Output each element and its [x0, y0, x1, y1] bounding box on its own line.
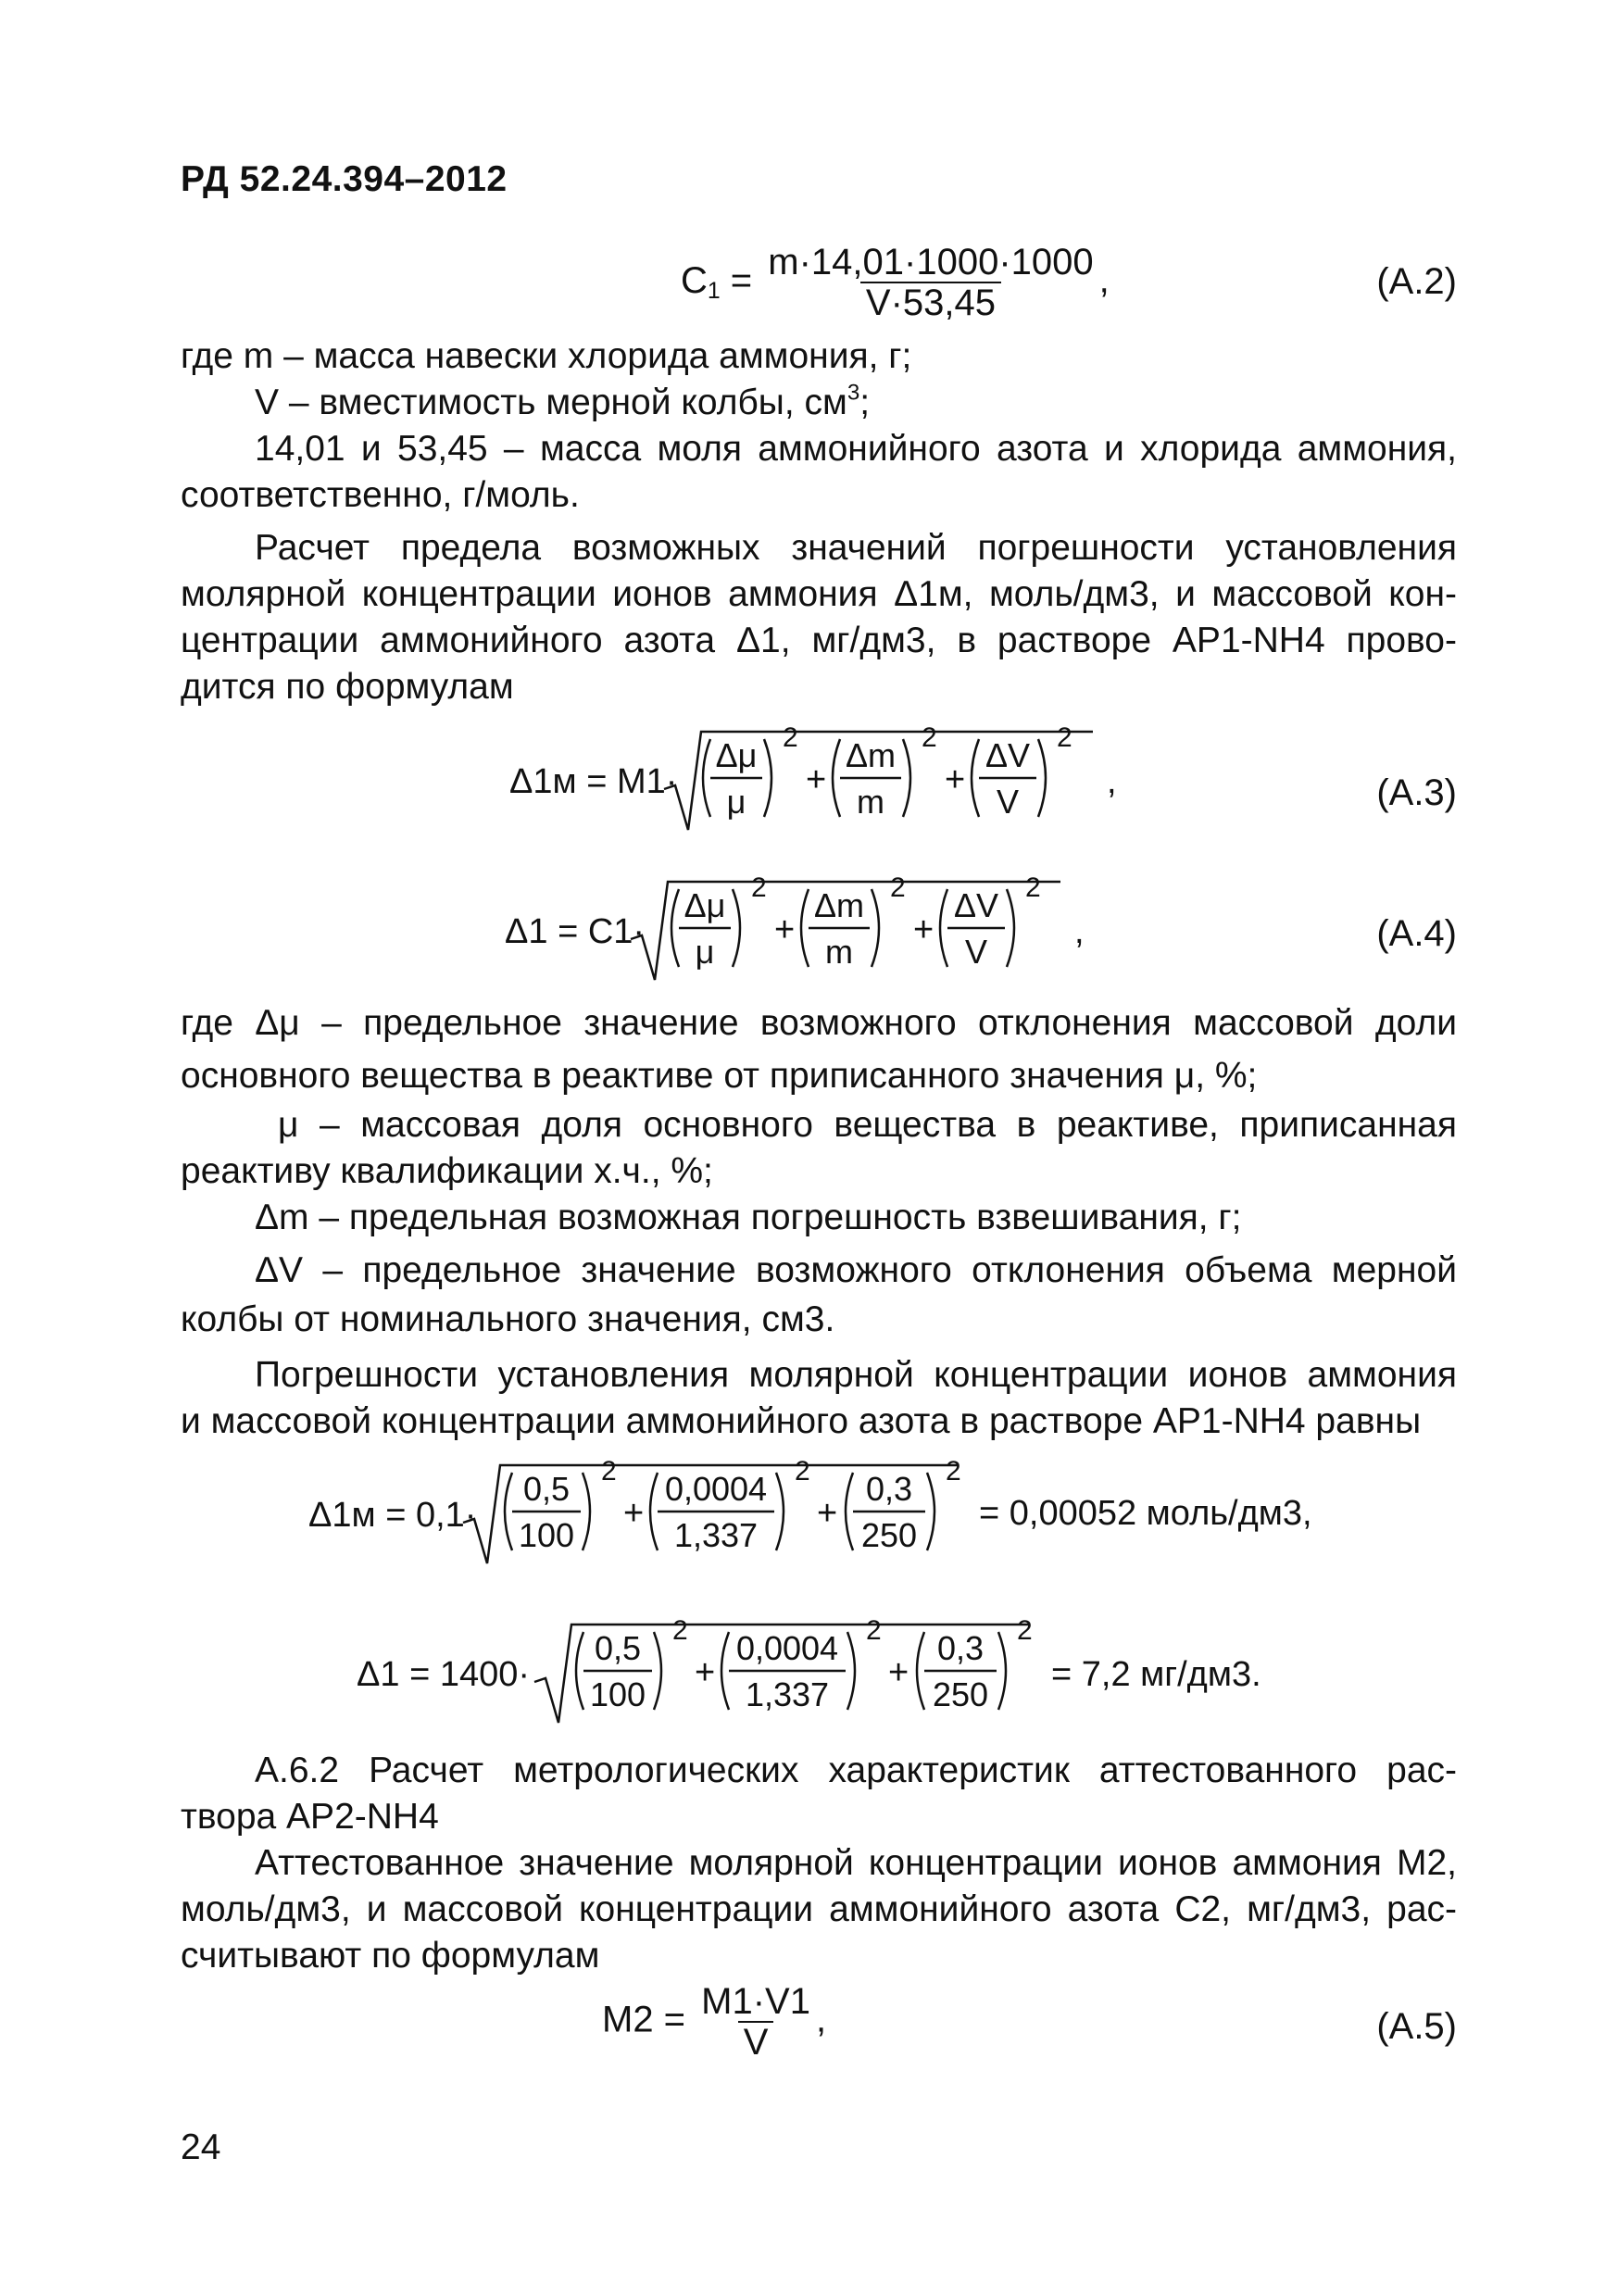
eq-num1-graphic	[181, 1445, 1457, 1575]
plus-sign: +	[888, 1653, 909, 1692]
plus-sign: +	[623, 1494, 645, 1533]
eq-num2-frac2-num: 0,0004	[735, 1629, 839, 1667]
eq-a5-numerator: M1·V1	[701, 1981, 810, 2022]
paragraph-line: и массовой концентрации аммонийного азота в растворе АР1-NH4 равны	[181, 1401, 1422, 1441]
paragraph-line: моль/дм3, и массовой концентрации аммонийного азота C2, мг/дм3, рас-	[181, 1889, 1457, 1929]
eq-a4-frac3-num: ΔV	[953, 886, 999, 924]
paren-right	[927, 1473, 934, 1550]
exponent: 2	[672, 1615, 688, 1646]
eq-num2-frac1-num: 0,5	[594, 1629, 642, 1667]
eq-a2-fraction	[762, 243, 1098, 322]
eq-num2-lhs: Δ1 = 1400·	[357, 1655, 531, 1694]
plus-sign: +	[913, 910, 934, 949]
equation-number: (А.4)	[1376, 913, 1457, 954]
eq-num1-result: = 0,00052 моль/дм3,	[979, 1494, 1312, 1533]
plus-sign: +	[695, 1653, 716, 1692]
paren-right	[847, 1632, 855, 1710]
paragraph-line: Расчет предела возможных значений погрешности установления	[255, 528, 1457, 568]
eq-a3-graphic	[181, 711, 1457, 841]
equation-numeric-2	[181, 1604, 1457, 1734]
eq-a2-numerator: m·14,01·1000·1000	[768, 242, 1094, 282]
equation-numeric-1	[181, 1445, 1457, 1575]
where-line: реактиву квалификации х.ч., %;	[181, 1151, 713, 1191]
exponent: 2	[1017, 1615, 1033, 1646]
eq-a2-tail: ,	[1098, 259, 1110, 301]
equation-number: (А.5)	[1376, 2006, 1457, 2047]
eq-num2-frac3-num: 0,3	[936, 1629, 985, 1667]
section-heading-line: А.6.2 Расчет метрологических характеристик аттестованного рас-	[255, 1750, 1457, 1790]
where-line: V – вместимость мерной колбы, $см^3$;	[255, 380, 871, 422]
paren-left	[972, 739, 979, 817]
eq-num2-frac1-den: 100	[589, 1675, 646, 1713]
where-line: где m – масса навески хлорида аммония, г;	[181, 336, 912, 376]
eq-num1-frac3-num: 0,3	[865, 1470, 913, 1508]
eq-a5-fraction	[696, 1982, 816, 2062]
page-number: 24	[181, 2127, 221, 2167]
paren-right	[1007, 889, 1014, 967]
eq-a3-frac2-den: m	[857, 783, 884, 821]
paren-left	[917, 1632, 924, 1710]
eq-num1-lhs: Δ1м = 0,1·	[308, 1496, 477, 1535]
eq-num2-graphic	[181, 1604, 1457, 1734]
paren-left	[703, 739, 710, 817]
exponent: 2	[601, 1456, 617, 1487]
eq-a4-frac1-den: μ	[695, 933, 715, 971]
equation-a5-body	[602, 1982, 826, 2062]
eq-num1-frac1-num: 0,5	[522, 1470, 571, 1508]
paren-right	[903, 739, 910, 817]
where-line: ΔV – предельное значение возможного отклонения объема мерной	[255, 1250, 1457, 1290]
eq-a3-frac1-den: μ	[726, 783, 746, 821]
exponent: 2	[795, 1456, 810, 1487]
eq-a5-lhs: M2 =	[602, 1999, 686, 2040]
paragraph-line: Погрешности установления молярной концентрации ионов аммония	[255, 1355, 1457, 1395]
where-line: 14,01 и 53,45 – масса моля аммонийного азота и хлорида аммония,	[255, 429, 1457, 469]
plus-sign: +	[806, 760, 827, 799]
eq-num2-result: = 7,2 мг/дм3.	[1051, 1655, 1261, 1694]
equation-a4	[181, 861, 1457, 991]
paren-left	[833, 739, 840, 817]
eq-a4-lhs: Δ1 = C1·	[505, 912, 646, 951]
eq-num1-frac3-den: 250	[860, 1516, 918, 1554]
eq-num1-frac2-den: 1,337	[673, 1516, 759, 1554]
eq-a4-tail: ,	[1074, 912, 1085, 951]
paragraph-line: считывают по формулам	[181, 1936, 600, 1976]
plus-sign: +	[945, 760, 966, 799]
where-line: основного вещества в реактиве от приписанного значения μ, %;	[181, 1056, 1258, 1096]
where-line: μ – массовая доля основного вещества в реактиве, приписанная	[278, 1105, 1457, 1145]
eq-a4-frac1-num: Δμ	[684, 886, 726, 924]
paren-left	[671, 889, 679, 967]
paren-left	[576, 1632, 583, 1710]
paren-left	[721, 1632, 729, 1710]
paren-right	[583, 1473, 590, 1550]
paren-left	[505, 1473, 512, 1550]
eq-a2-lhs: $C_1$ =	[681, 259, 763, 304]
eq-a5-denominator: V	[738, 2021, 774, 2062]
paren-right	[1038, 739, 1046, 817]
eq-a4-frac2-num: Δm	[813, 886, 865, 924]
eq-a2-denominator: V·53,45	[860, 282, 1001, 322]
exponent: 2	[783, 722, 798, 753]
paragraph-line: дится по формулам	[181, 667, 514, 707]
exponent: 2	[946, 1456, 961, 1487]
plus-sign: +	[774, 910, 796, 949]
exponent: 2	[1057, 722, 1072, 753]
eq-a3-lhs: Δ1м = M1·	[509, 762, 678, 801]
equation-a5	[181, 1982, 1457, 2084]
paren-right	[776, 1473, 784, 1550]
exponent: 2	[866, 1615, 882, 1646]
where-line: где Δμ – предельное значение возможного отклонения массовой доли	[181, 1003, 1457, 1043]
eq-a5-tail: ,	[815, 1999, 827, 2040]
plus-sign: +	[817, 1494, 838, 1533]
paren-right	[872, 889, 879, 967]
paragraph-line: центрации аммонийного азота Δ1, мг/дм3, в растворе АР1-NH4 прово-	[181, 621, 1457, 660]
paren-left	[650, 1473, 658, 1550]
eq-a4-frac2-den: m	[825, 933, 853, 971]
eq-a3-frac2-num: Δm	[845, 736, 897, 774]
where-line: колбы от номинального значения, см3.	[181, 1299, 835, 1339]
eq-a3-frac1-num: Δμ	[715, 736, 758, 774]
eq-num2-frac2-den: 1,337	[745, 1675, 830, 1713]
exponent: 2	[1025, 872, 1041, 903]
document-header: РД 52.24.394–2012	[181, 159, 508, 199]
eq-num1-frac1-den: 100	[518, 1516, 575, 1554]
equation-number: (А.2)	[1376, 261, 1457, 302]
paren-right	[998, 1632, 1006, 1710]
exponent: 2	[890, 872, 906, 903]
paragraph-line: Аттестованное значение молярной концентрации ионов аммония M2,	[255, 1843, 1457, 1883]
where-line: Δm – предельная возможная погрешность взвешивания, г;	[255, 1198, 1242, 1237]
paren-left	[940, 889, 947, 967]
paren-right	[764, 739, 771, 817]
paragraph-line: молярной концентрации ионов аммония Δ1м, моль/дм3, и массовой кон-	[181, 574, 1457, 614]
eq-a3-tail: ,	[1107, 762, 1117, 801]
equation-a3	[181, 711, 1457, 841]
eq-num2-frac3-den: 250	[932, 1675, 989, 1713]
where-line: соответственно, г/моль.	[181, 475, 580, 515]
equation-a2-body	[681, 243, 1110, 322]
paren-left	[801, 889, 809, 967]
exponent: 2	[922, 722, 937, 753]
paren-right	[654, 1632, 661, 1710]
eq-a3-frac3-num: ΔV	[985, 736, 1031, 774]
paren-left	[846, 1473, 853, 1550]
eq-a4-frac3-den: V	[964, 933, 988, 971]
equation-number: (А.3)	[1376, 772, 1457, 813]
equation-a2	[181, 243, 1457, 326]
paren-right	[733, 889, 740, 967]
eq-a4-graphic	[181, 861, 1457, 991]
exponent: 2	[751, 872, 767, 903]
eq-num1-frac2-num: 0,0004	[664, 1470, 768, 1508]
section-heading-line: твора АР2-NH4	[181, 1797, 439, 1837]
eq-a3-frac3-den: V	[996, 783, 1020, 821]
